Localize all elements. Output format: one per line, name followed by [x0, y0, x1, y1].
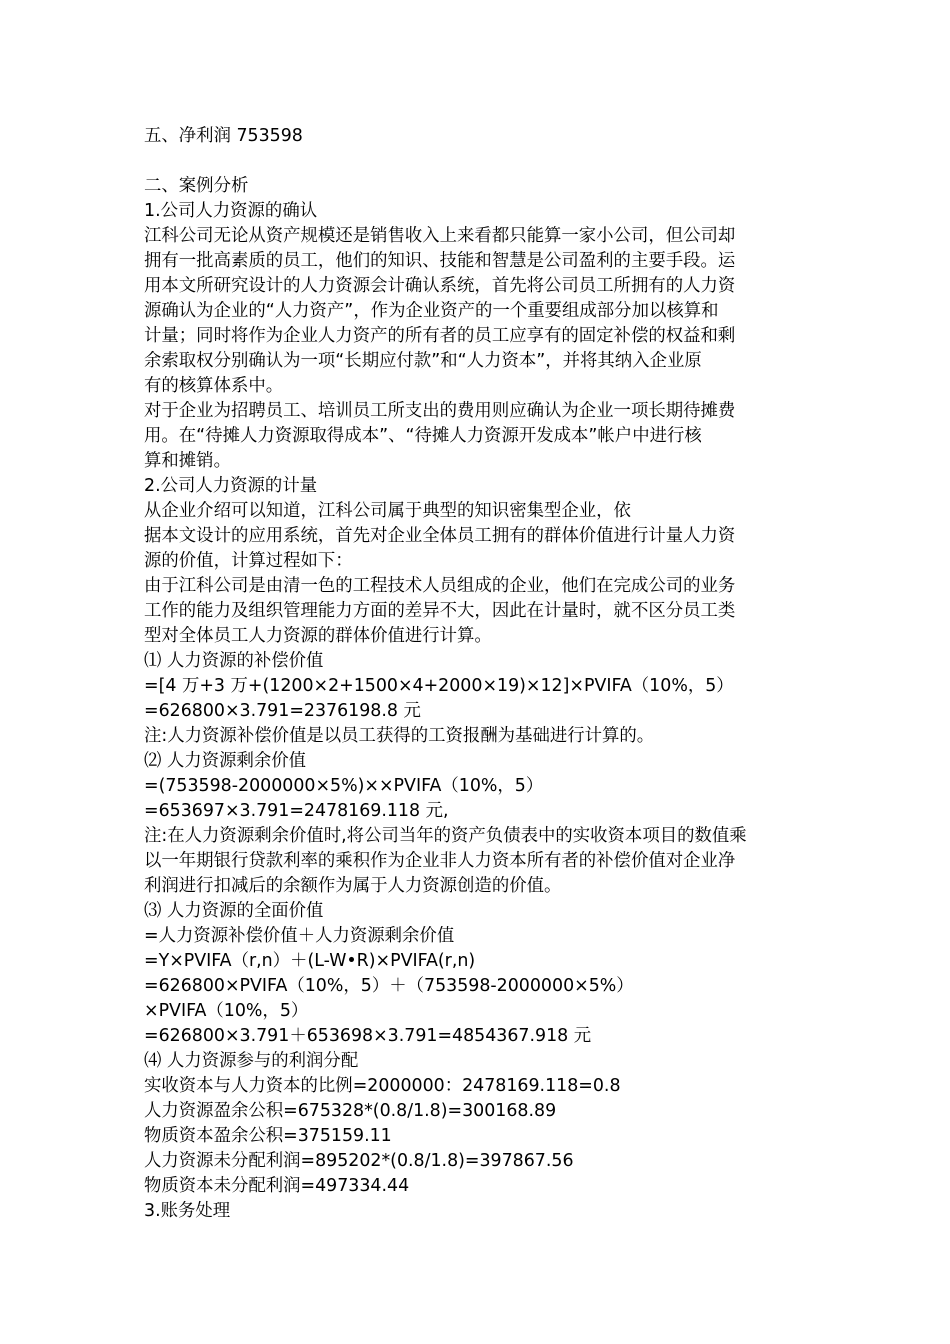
note-line: 注:在人力资源剩余价值时,将公司当年的资产负债表中的实收资本项目的数值乘	[144, 826, 747, 846]
subheading-accounting-treatment: 3.账务处理	[144, 1201, 231, 1221]
formula-line: ×PVIFA（10%，5）	[144, 1001, 309, 1021]
subheading-hr-recognition: 1.公司人力资源的确认	[144, 201, 318, 221]
formula-line: 人力资源未分配利润=895202*(0.8/1.8)=397867.56	[144, 1151, 574, 1171]
paragraph-line: 据本文设计的应用系统，首先对企业全体员工拥有的群体价值进行计量人力资	[144, 526, 736, 546]
paragraph-line: 拥有一批高素质的员工，他们的知识、技能和智慧是公司盈利的主要手段。运	[144, 251, 736, 271]
subheading-hr-measurement: 2.公司人力资源的计量	[144, 476, 318, 496]
paragraph-line: 源确认为企业的“人力资产”，作为企业资产的一个重要组成部分加以核算和	[144, 301, 719, 321]
formula-line: =Y×PVIFA（r,n）＋(L-W•R)×PVIFA(r,n)	[144, 951, 476, 971]
section-heading-case-analysis: 二、案例分析	[144, 176, 249, 196]
item-heading-profit-distribution: ⑷ 人力资源参与的利润分配	[144, 1051, 359, 1071]
formula-line: =626800×3.791＋653698×3.791=4854367.918 元	[144, 1026, 592, 1046]
formula-line: =人力资源补偿价值＋人力资源剩余价值	[144, 926, 455, 946]
paragraph-line: 用。在“待摊人力资源取得成本”、“待摊人力资源开发成本”帐户中进行核	[144, 426, 702, 446]
formula-line: =(753598-2000000×5%)××PVIFA（10%，5）	[144, 776, 544, 796]
net-profit-line: 五、净利润 753598	[144, 126, 303, 146]
paragraph-line: 有的核算体系中。	[144, 376, 284, 396]
item-heading-residual-value: ⑵ 人力资源剩余价值	[144, 751, 307, 771]
formula-line: 实收资本与人力资本的比例=2000000：2478169.118=0.8	[144, 1076, 621, 1096]
note-line: 以一年期银行贷款利率的乘积作为企业非人力资本所有者的补偿价值对企业净	[144, 851, 736, 871]
paragraph-line: 由于江科公司是由清一色的工程技术人员组成的企业，他们在完成公司的业务	[144, 576, 736, 596]
paragraph-line: 余索取权分别确认为一项“长期应付款”和“人力资本”，并将其纳入企业原	[144, 351, 702, 371]
paragraph-line: 型对全体员工人力资源的群体价值进行计算。	[144, 626, 492, 646]
paragraph-line: 工作的能力及组织管理能力方面的差异不大，因此在计量时，就不区分员工类	[144, 601, 736, 621]
item-heading-compensation-value: ⑴ 人力资源的补偿价值	[144, 651, 324, 671]
note-line: 注:人力资源补偿价值是以员工获得的工资报酬为基础进行计算的。	[144, 726, 655, 746]
paragraph-line: 源的价值，计算过程如下：	[144, 551, 353, 571]
formula-line: =626800×3.791=2376198.8 元	[144, 701, 421, 721]
formula-line: 物质资本未分配利润=497334.44	[144, 1176, 410, 1196]
formula-line: 人力资源盈余公积=675328*(0.8/1.8)=300168.89	[144, 1101, 557, 1121]
note-line: 利润进行扣减后的余额作为属于人力资源创造的价值。	[144, 876, 562, 896]
paragraph-line: 对于企业为招聘员工、培训员工所支出的费用则应确认为企业一项长期待摊费	[144, 401, 736, 421]
paragraph-line: 江科公司无论从资产规模还是销售收入上来看都只能算一家小公司，但公司却	[144, 226, 736, 246]
paragraph-line: 从企业介绍可以知道，江科公司属于典型的知识密集型企业，依	[144, 501, 631, 521]
paragraph-line: 计量；同时将作为企业人力资产的所有者的员工应享有的固定补偿的权益和剩	[144, 326, 736, 346]
formula-line: =653697×3.791=2478169.118 元,	[144, 801, 449, 821]
formula-line: =626800×PVIFA（10%，5）＋（753598-2000000×5%）	[144, 976, 634, 996]
formula-line: =[4 万+3 万+(1200×2+1500×4+2000×19)×12]×PVIFA（10%，5）	[144, 676, 734, 696]
paragraph-line: 用本文所研究设计的人力资源会计确认系统，首先将公司员工所拥有的人力资	[144, 276, 736, 296]
formula-line: 物质资本盈余公积=375159.11	[144, 1126, 392, 1146]
item-heading-total-value: ⑶ 人力资源的全面价值	[144, 901, 324, 921]
paragraph-line: 算和摊销。	[144, 451, 231, 471]
